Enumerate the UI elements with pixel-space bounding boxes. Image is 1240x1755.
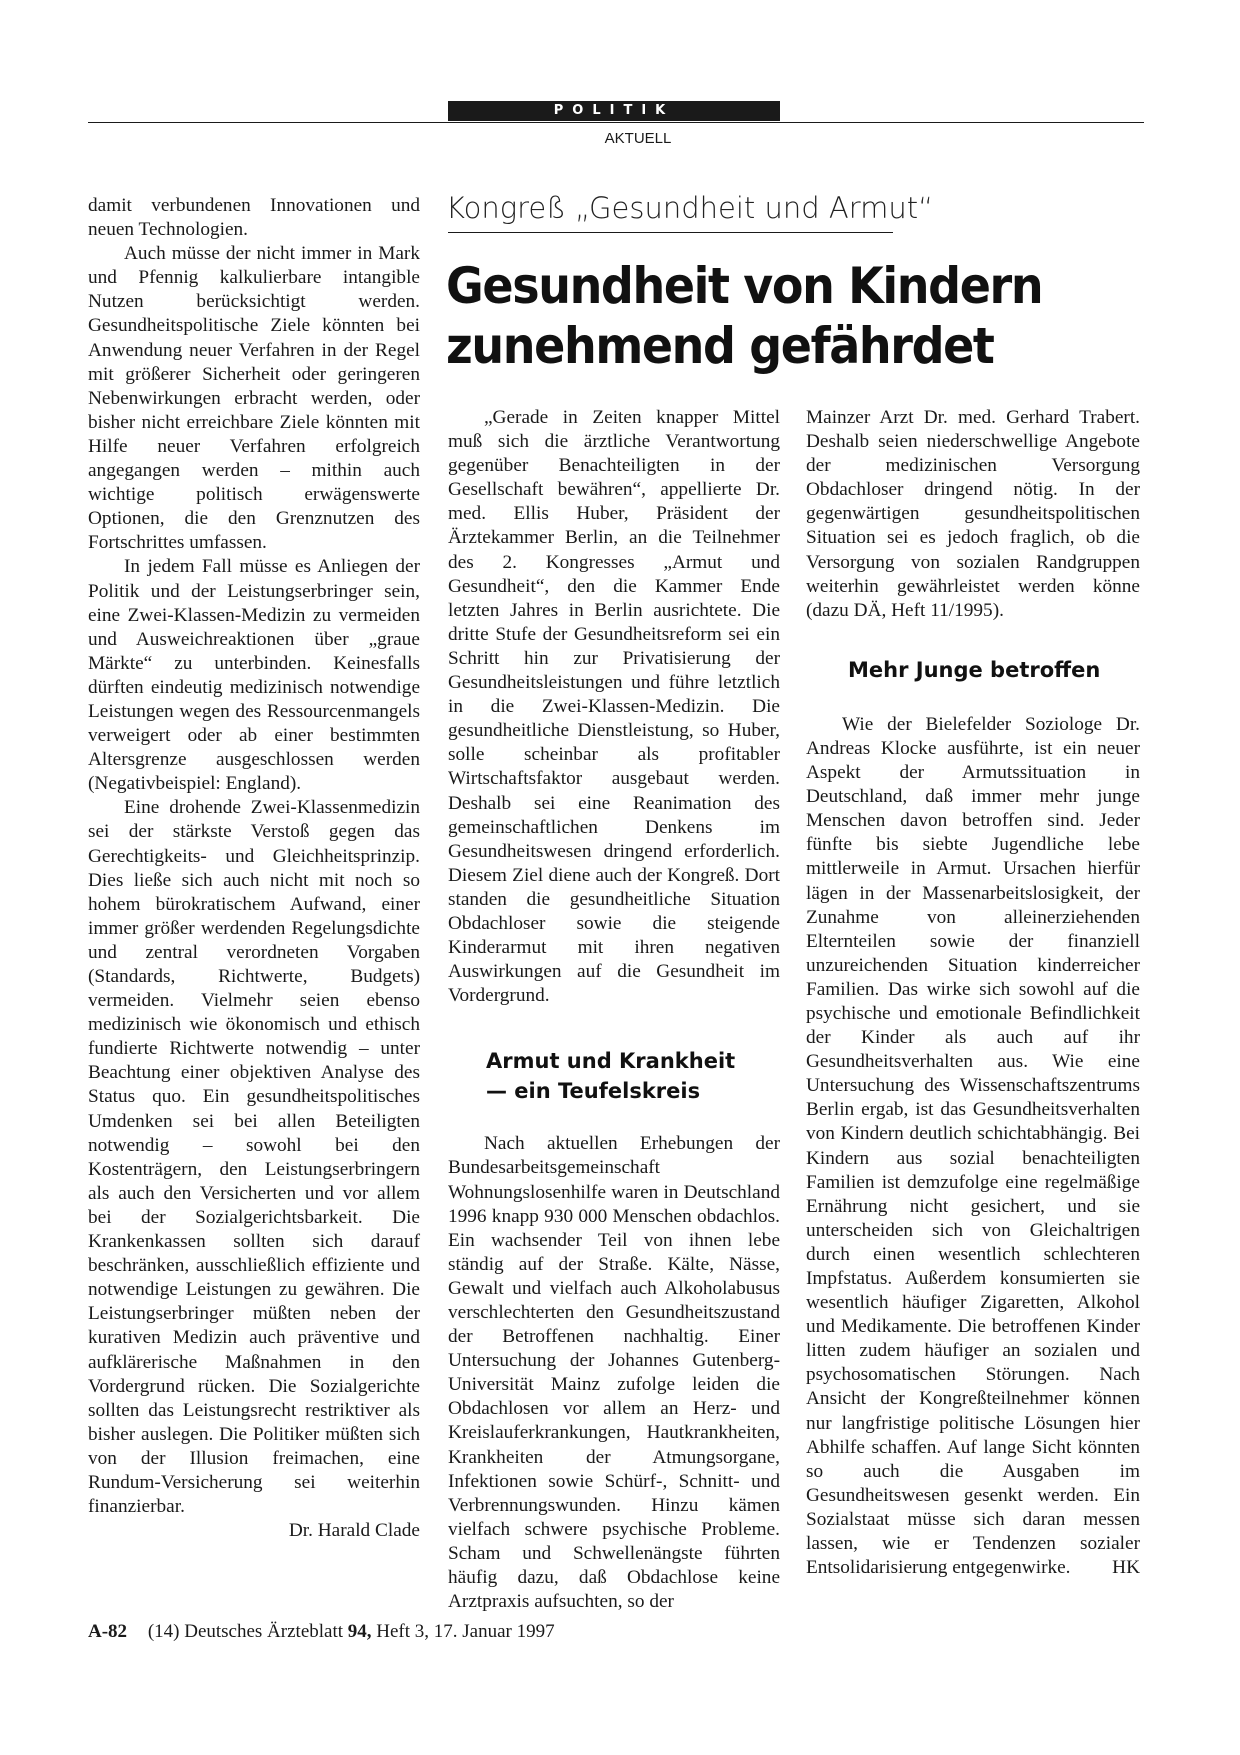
page-footer bbox=[88, 1621, 555, 1643]
subhead-mehr-junge: Mehr Junge betroffen bbox=[848, 657, 1101, 682]
subhead-line-1: Armut und Krankheit bbox=[486, 1049, 736, 1074]
column-2 bbox=[448, 406, 780, 1614]
col3-paragraph-1: Mainzer Arzt Dr. med. Gerhard Trabert. Deshalb seien niederschwellige Angebote der medizinischen Versorgung Obdachloser dringend nötig. In der gegenwärtigen gesundheitspolitischen Situation sei es jedoch fraglich, ob die Versorgung von sozialen Randgruppen weiterhin gewährleistet werden könne (dazu DÄ, Heft 11/1995). bbox=[806, 407, 1140, 621]
subhead-armut-krankheit bbox=[486, 1046, 780, 1106]
subsection-label: AKTUELL bbox=[604, 130, 672, 147]
col1-paragraph-2: Auch müsse der nicht immer in Mark und Pfennig kalkulierbare intangible Nutzen berücksichtigt werden. Gesundheitspolitische Ziele könnten bei Anwendung neuer Verfahren in der Regel mit größerer Sicherheit oder geringeren Nebenwirkungen erbracht werden, oder bisher nicht erreichbare Ziele könnten mit Hilfe neuer Verfahren erfolgreich angegangen werden – mithin auch wichtige politisch erwägenswerte Optionen, die den Grenznutzen des Fortschrittes umfassen. bbox=[88, 243, 420, 554]
page-number: A-82 bbox=[88, 1621, 128, 1642]
hk-signature: HK bbox=[1112, 1557, 1140, 1579]
citation-suffix: Heft 3, 17. Januar 1997 bbox=[376, 1621, 555, 1642]
col2-paragraph-2: Nach aktuellen Erhebungen der Bundesarbeitsgemeinschaft Wohnungslosenhilfe waren in Deutschland 1996 knapp 930 000 Menschen obdachlos. Ein wachsender Teil von ihnen lebe ständig auf der Straße. Kälte, Nässe, Gewalt und vielfach auch Alkoholabusus verschlechterten den Gesundheitszustand der Betroffenen nachhaltig. Einer Untersuchung der Johannes Gutenberg-Universität Mainz zufolge leiden die Obdachlosen vor allem an Herz- und Kreislauferkrankungen, Hautkrankheiten, Krankheiten der Atmungsorgane, Infektionen sowie Schürf-, Schnitt- und Verbrennungswunden. Hinzu kämen vielfach schwere psychische Probleme. Scham und Schwellenängste führten häufig dazu, daß Obdachlose keine Arztpraxis aufsuchten, so der bbox=[448, 1133, 780, 1613]
column-3 bbox=[806, 406, 1140, 1580]
citation-prefix: (14) Deutsches Ärzteblatt bbox=[147, 1621, 344, 1642]
col3-paragraph-2 bbox=[806, 713, 1140, 1580]
kicker-rule bbox=[448, 232, 893, 233]
column-1 bbox=[88, 194, 420, 1543]
subhead-line-2: — ein Teufelskreis bbox=[486, 1079, 701, 1104]
col1-paragraph-3: In jedem Fall müsse es Anliegen der Politik und der Leistungserbringer sein, eine Zwei-Klassen-Medizin zu vermeiden und Ausweichreaktionen über „graue Märkte“ zu unterbinden. Keinesfalls dürften eindeutig medizinisch notwendige Leistungen wegen des Ressourcenmangels verweigert oder ab einer bestimmten Altersgrenze ausgeschlossen werden (Negativbeispiel: England). bbox=[88, 556, 420, 795]
citation-volume: 94, bbox=[347, 1621, 372, 1642]
author-signature: Dr. Harald Clade bbox=[288, 1520, 420, 1542]
header-rule bbox=[88, 122, 1144, 123]
title-line-2: zunehmend gefährdet bbox=[446, 317, 994, 375]
article-title bbox=[446, 256, 1081, 376]
col2-paragraph-1: „Gerade in Zeiten knapper Mittel muß sich die ärztliche Verantwortung gegenüber Benachteiligten in der Gesellschaft bewähren“, appellierte Dr. med. Ellis Huber, Präsident der Ärztekammer Berlin, an die Teilnehmer des 2. Kongresses „Armut und Gesundheit“, den die Kammer Ende letzten Jahres in Berlin ausrichtete. Die dritte Stufe der Gesundheitsreform sei ein Schritt hin zur Privatisierung der Gesundheitsleistungen und führe letztlich in die Zwei-Klassen-Medizin. Die gesundheitliche Dienstleistung, so Huber, solle scheinbar als profitabler Wirtschaftsfaktor ausgebaut werden. Deshalb sei eine Reanimation des gemeinschaftlichen Denkens im Gesundheitswesen dringend erforderlich. Diesem Ziel diene auch der Kongreß. Dort standen die gesundheitliche Situation Obdachloser sowie die steigende Kinderarmut mit ihren negativen Auswirkungen auf die Gesundheit im Vordergrund. bbox=[448, 407, 780, 1007]
article-kicker: Kongreß „Gesundheit und Armut“ bbox=[446, 191, 934, 225]
col1-signature-line bbox=[88, 1519, 420, 1543]
col1-paragraph-1: damit verbundenen Innovationen und neuen Technologien. bbox=[88, 195, 420, 241]
col1-paragraph-4: Eine drohende Zwei-Klassenmedizin sei der stärkste Verstoß gegen das Gerechtigkeits- und Gleichheitsprinzip. Dies ließe sich auch nicht mit noch so hohem bürokratischem Aufwand, einer immer größer werdenden Regelungsdichte und zentral verordneten Vorgaben (Standards, Richtwerte, Budgets) vermeiden. Vielmehr seien ebenso medizinisch wie ökonomisch und ethisch fundierte Richtwerte notwendig – unter Beachtung einer objektiven Analyse des Status quo. Ein gesundheitspolitisches Umdenken sei bei allen Beteiligten notwendig – sowohl bei den Kostenträgern, den Leistungserbringern als auch den Versicherten und vor allem bei der Sozialgerichtsbarkeit. Die Krankenkassen sollten sich darauf beschränken, ausschließlich effiziente und notwendige Leistungen zu gewähren. Die Leistungserbringer müßten neben der kurativen Medizin auch präventive und aufklärerische Maßnahmen in den Vordergrund rücken. Die Sozialgerichte sollten das Leistungsrecht restriktiver als bisher auslegen. Die Politiker müßten sich von der Illusion freimachen, eine Rundum-Versicherung sei weiterhin finanzierbar. bbox=[88, 797, 420, 1518]
title-line-1: Gesundheit von Kindern bbox=[446, 257, 1043, 315]
col3-paragraph-2-text: Wie der Bielefelder Soziologe Dr. Andreas Klocke ausführte, ist ein neuer Aspekt der Armutssituation in Deutschland, daß immer mehr junge Menschen davon betroffen sind. Jeder fünfte bis siebte Jugendliche lebe mittlerweile in Armut. Ursachen hierfür lägen in der Massenarbeitslosigkeit, der Zunahme von alleinerziehenden Elternteilen sowie der finanziell unzureichenden Situation kinderreicher Familien. Das wirke sich sowohl auf die psychische und emotionale Befindlichkeit der Kinder als auch auf ihr Gesundheitsverhalten aus. Wie eine Untersuchung des Wissenschaftszentrums Berlin ergab, ist das Gesundheitsverhalten von Kindern deutlich schichtabhängig. Bei Kindern aus sozial benachteiligten Familien ist demzufolge eine regelmäßige Ernährung nicht gesichert, und sie unterscheiden sich von Gleichaltrigen durch einen wesentlich schlechteren Impfstatus. Außerdem konsumierten sie wesentlich häufiger Zigaretten, Alkohol und Medikamente. Die betroffenen Kinder litten zudem häufiger an sozialen und psychosomatischen Störungen. Nach Ansicht der Kongreßteilnehmer können nur langfristige politische Lösungen hier Abhilfe schaffen. Auf lange Sicht könnten so auch die Ausgaben im Gesundheitswesen gesenkt werden. Ein Sozialstaat müsse sich daran messen lassen, wie er Tendenzen sozialer Entsolidarisierung entgegenwirke. bbox=[806, 713, 1140, 1579]
section-label: POLITIK bbox=[448, 101, 780, 121]
